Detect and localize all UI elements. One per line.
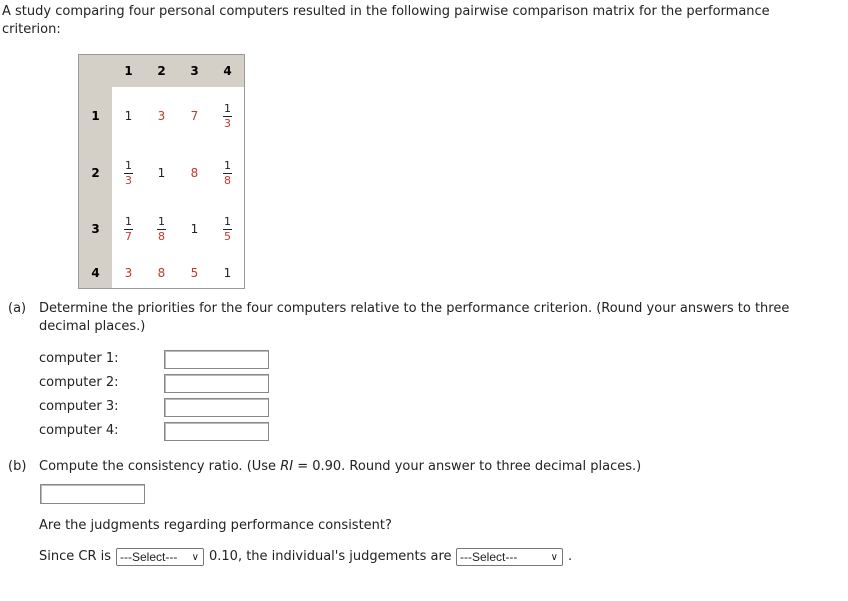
matrix-cell: 1 [190,222,199,236]
row-header: 4 [79,257,113,289]
sentence-end: . [568,549,573,564]
frac-num: 1 [224,158,231,172]
part-b-text-before: Compute the consistency ratio. (Use [39,459,281,474]
comparison-select[interactable] [116,548,204,566]
frac-den: 3 [224,116,231,130]
matrix-cell [211,201,245,257]
matrix-cell: 1 [157,166,166,180]
frac-den: 8 [158,229,165,243]
comparison-select-value: ---Select--- [120,550,178,564]
matrix-cell: 5 [190,265,199,280]
part-a-marker: (a) [8,301,27,316]
consistency-select-value: ---Select--- [460,550,518,564]
matrix-row [79,201,245,257]
col-header: 3 [178,55,211,88]
frac-den: 7 [125,229,132,243]
frac-num: 1 [125,158,132,172]
col-header: 4 [211,55,245,88]
computer-1-input[interactable] [164,350,269,369]
matrix-cell: 8 [190,166,199,180]
matrix-row [79,257,245,289]
frac-den: 3 [125,173,132,187]
computer-2-label: computer 2: [39,375,119,390]
since-prefix: Since CR is [39,549,112,564]
matrix-cell: 1 [124,109,133,123]
matrix-header-row [79,55,245,88]
computer-3-label: computer 3: [39,399,119,414]
computer-1-label: computer 1: [39,351,119,366]
part-a-text: Determine the priorities for the four computers relative to the performance criterion. (Round your answers to three decimal places.) [39,301,790,334]
frac-num: 1 [158,214,165,228]
matrix-cell [211,145,245,201]
computer-4-label: computer 4: [39,423,119,438]
frac-den: 5 [224,229,231,243]
col-header: 1 [112,55,145,88]
part-b-text [39,458,819,476]
matrix-cell: 3 [157,109,166,123]
part-b-marker: (b) [8,459,27,474]
matrix-cell: 7 [190,109,199,123]
frac-num: 1 [224,214,231,228]
consistency-ratio-input[interactable] [40,484,145,504]
chevron-down-icon: ∨ [550,552,558,563]
frac-num: 1 [125,214,132,228]
matrix-row [79,87,245,145]
computer-2-input[interactable] [164,374,269,393]
consistency-select[interactable] [456,548,563,566]
matrix-cell [211,87,245,145]
consistency-question: Are the judgments regarding performance consistent? [39,518,392,533]
comparison-matrix [78,54,245,289]
matrix-cell: 1 [223,265,232,280]
matrix-cell: 8 [157,265,166,280]
part-b-text-after: = 0.90. Round your answer to three decimal places.) [293,459,642,474]
matrix-row [79,145,245,201]
matrix-cell [112,201,145,257]
matrix-cell: 3 [124,265,133,280]
row-header: 1 [79,87,113,145]
chevron-down-icon: ∨ [191,552,199,563]
row-header: 3 [79,201,113,257]
matrix-cell [145,201,178,257]
computer-3-input[interactable] [164,398,269,417]
row-header: 2 [79,145,113,201]
frac-den: 8 [224,173,231,187]
col-header: 2 [145,55,178,88]
ri-variable: RI [280,459,294,474]
matrix-cell [112,145,145,201]
frac-num: 1 [224,101,231,115]
intro-text: A study comparing four personal computers resulted in the following pairwise comparison matrix for the performance criterion: [2,4,770,37]
since-mid-text: 0.10, the individual's judgements are [209,549,452,564]
matrix-corner [79,55,113,88]
computer-4-input[interactable] [164,422,269,441]
